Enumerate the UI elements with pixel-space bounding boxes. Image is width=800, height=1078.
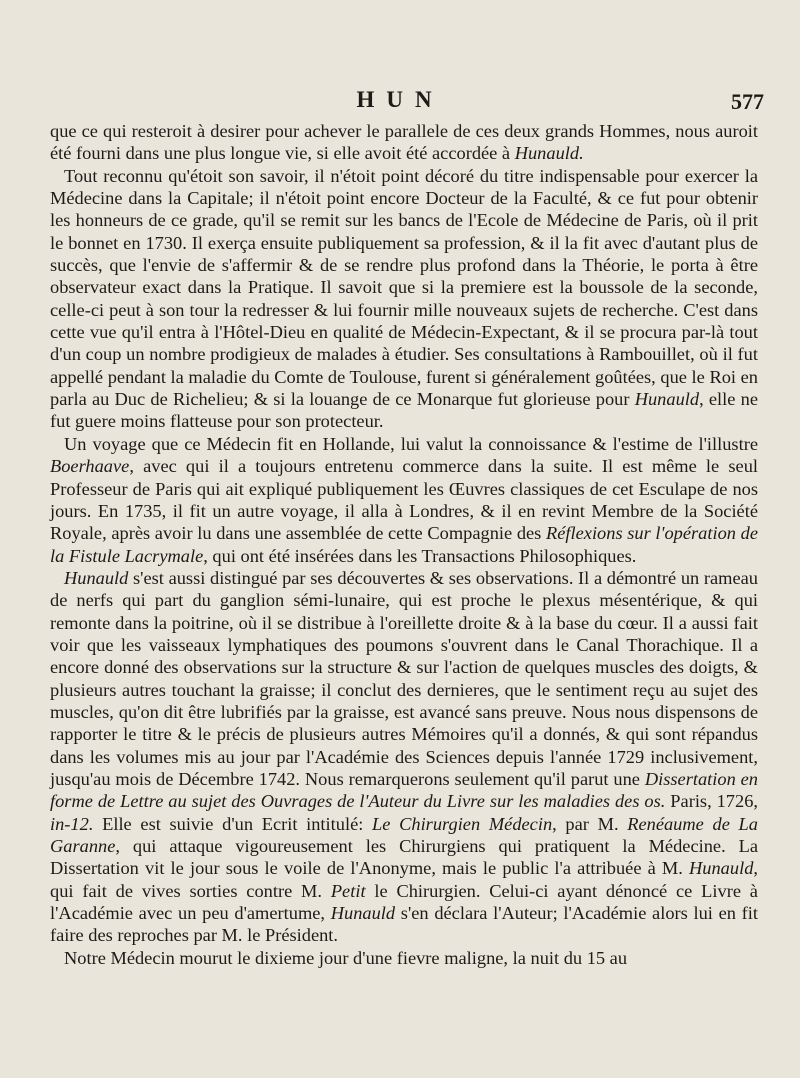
italic-run: Dissertation en forme de Lettre au sujet des Ouvrages de l'Auteur du Livre sur les maladies des os. xyxy=(50,768,758,812)
paragraph-4 xyxy=(50,567,758,947)
paragraph-1 xyxy=(50,120,758,165)
text-run: , qui attaque vigoureusement les Chirurgiens qui pratiquent la Médecine. La Dissertation vit le jour sous le voile de l'Anonyme, mais le public l'a attribuée à M. xyxy=(50,836,758,879)
italic-run: Hunauld xyxy=(634,389,700,410)
text-run: s'en déclara l'Auteur; l'Académie alors lui en fit faire des reproches par M. le Président. xyxy=(50,903,759,946)
italic-run: Le Chirurgien Médecin xyxy=(372,813,553,834)
text-run: Paris, 1726, xyxy=(665,791,758,812)
paragraph-2 xyxy=(50,165,758,433)
text-run: , par M. xyxy=(552,813,628,834)
italic-run: in-12. xyxy=(50,813,94,834)
text-run: , elle ne fut guere moins flatteuse pour son protecteur. xyxy=(50,389,758,432)
italic-run: Boerhaave xyxy=(50,456,130,477)
text-run: Un voyage que ce Médecin fit en Hollande, lui valut la connoissance & l'estime de l'illustre xyxy=(64,433,758,454)
italic-run: Hunauld xyxy=(330,903,396,924)
text-run: que ce qui resteroit à desirer pour achever le parallele de ces deux grands Hommes, nous auroit été fourni dans une plus longue vie, si elle avoit été accordée à xyxy=(50,121,758,164)
italic-run: Réflexions sur l'opération de la Fistule Lacrymale xyxy=(50,523,758,566)
paragraph-3 xyxy=(50,433,758,567)
text-run: Tout reconnu qu'étoit son savoir, il n'étoit point décoré du titre indispensable pour exercer la Médecine dans la Capitale; il n'étoit point encore Docteur de la Faculté, & ce fut pour obtenir les honneurs de ce grade, qu'il se remit sur les bancs de l'Ecole de Médecine de Paris, où il prit le bonnet en 1730. Il exerça ensuite publiquement sa profession, & il la fit avec d'autant plus de succès, que l'envie de s'affermir & de se rendre plus profond dans la Théorie, le porta à être observateur exact dans la Pratique. Il savoit que si la premiere est la boussole de la seconde, celle-ci peut à son tour la redresser & lui fournir mille nouveaux sujets de recherche. C'est dans cette vue qu'il entra à l'Hôtel-Dieu en qualité de Médecin-Expectant, & il se procura par-là tout d'un coup un nombre prodigieux de malades à étudier. Ses consultations à Rambouillet, où il fut appellé pendant la maladie du Comte de Toulouse, furent si généralement goûtées, que le Roi en parla au Duc de Richelieu; & si la louange de ce Monarque fut glorieuse pour xyxy=(50,165,758,410)
italic-run: Hunauld xyxy=(689,858,754,879)
text-run: Notre Médecin mourut le dixieme jour d'une fievre maligne, la nuit du 15 au xyxy=(64,947,628,968)
body-text xyxy=(50,120,758,969)
italic-run: Hunauld. xyxy=(514,143,584,164)
paragraph-5 xyxy=(50,947,758,969)
page-number: 577 xyxy=(731,89,764,114)
text-run: s'est aussi distingué par ses découvertes & ses observations. Il a démontré un rameau de nerfs qui part du ganglion sémi-lunaire, qui est proche le plexus mésentérique, & qui remonte dans la poitrine, où il se distribue à l'oreillette droite & à la base du cœur. Il a aussi fait voir que les vaisseaux lymphatiques des poumons s'ouvrent dans le Canal Thorachique. Il a encore donné des observations sur la structure & sur l'action de quelques muscles des doigts, & plusieurs autres touchant la graisse; il conclut des dernieres, que le sentiment reçu au sujet des muscles, qu'on dit être lubrifiés par la graisse, est avancé sans preuve. Nous nous dispensons de rapporter le titre & le précis de plusieurs autres Mémoires qu'il a donnés, & qui sont répandus dans les volumes mis au jour par l'Académie des Sciences depuis l'année 1729 inclusivement, jusqu'au mois de Décembre 1742. Nous remarquerons seulement qu'il parut une xyxy=(50,567,758,789)
italic-run: Renéaume de La Garanne xyxy=(50,813,758,856)
text-run: , avec qui il a toujours entretenu commerce dans la suite. Il est même le seul Professeur de Paris qui ait expliqué publiquement les Œuvres classiques de cet Esculape de nos jours. En 1735, il fit un autre voyage, il alla à Londres, & il en revint Membre de la Société Royale, après avoir lu dans une assemblée de cette Compagnie des xyxy=(50,456,758,544)
text-run: Elle est suivie d'un Ecrit intitulé: xyxy=(93,813,373,834)
text-run: , qui fait de vives sorties contre M. xyxy=(50,858,758,901)
italic-run: Petit xyxy=(330,880,366,901)
text-run: le Chirurgien. Celui-ci ayant dénoncé ce Livre à l'Académie avec un peu d'amertume, xyxy=(50,880,758,924)
text-run: , qui ont été insérées dans les Transactions Philosophiques. xyxy=(203,545,637,566)
italic-run: Hunauld xyxy=(64,567,129,588)
running-head: HUN xyxy=(356,87,444,112)
